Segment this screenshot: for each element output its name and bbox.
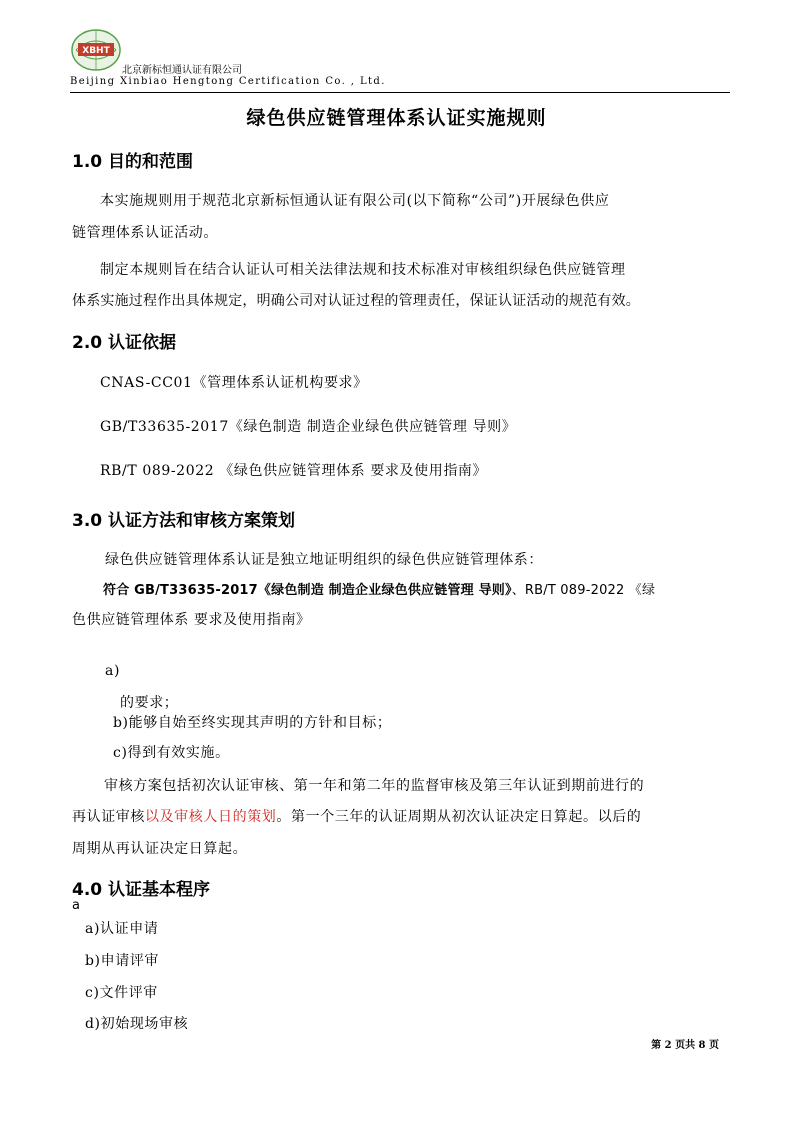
s3-standard-bold: 符合 GB/T33635-2017《绿色制造 制造企业绿色供应链管理 导则》 <box>103 583 512 598</box>
s1-paragraph-1-line-1: 本实施规则用于规范北京新标恒通认证有限公司(以下简称“公司”)开展绿色供应 <box>100 193 610 209</box>
logo-text: XBHT <box>82 46 110 56</box>
procedure-item: c)文件评审 <box>85 985 158 1001</box>
page-number: 第 2 页共 8 页 <box>651 1040 719 1051</box>
s3-paragraph-3-line-2 <box>72 806 641 826</box>
section-1-heading: 1.0 目的和范围 <box>72 152 194 172</box>
s3-paragraph-3-line-1: 审核方案包括初次认证审核、第一年和第二年的监督审核及第三年认证到期前进行的 <box>104 778 645 794</box>
company-logo <box>70 28 128 74</box>
company-name-cn: 北京新标恒通认证有限公司 <box>122 65 242 76</box>
company-name-en: Beijing Xinbiao Hengtong Certification Co. , Ltd. <box>70 76 386 87</box>
s3-item-b: b)能够自始至终实现其声明的方针和目标； <box>113 715 392 731</box>
s3-p3-text-a: 再认证审核 <box>72 809 145 825</box>
procedure-item: b)申请评审 <box>85 953 160 969</box>
s3-p3-red-text: 以及审核人日的策划 <box>145 809 277 825</box>
s3-standard-rest: 、RB/T 089-2022 《绿 <box>511 583 656 598</box>
s3-item-a-text: 的要求； <box>120 695 179 711</box>
header-divider <box>70 92 730 93</box>
s3-p3-text-b: 。第一个三年的认证周期从初次认证决定日算起。以后的 <box>276 809 642 825</box>
stray-letter: a <box>72 898 81 913</box>
reference-cnas: CNAS-CC01《管理体系认证机构要求》 <box>100 375 368 391</box>
document-title: 绿色供应链管理体系认证实施规则 <box>246 107 547 129</box>
s3-paragraph-2-line-1 <box>103 579 655 598</box>
s1-paragraph-2-line-2: 体系实施过程作出具体规定，明确公司对认证过程的管理责任，保证认证活动的规范有效。 <box>72 293 640 309</box>
s3-item-c: c)得到有效实施。 <box>113 745 230 761</box>
page-header <box>70 28 730 94</box>
s3-paragraph-3-line-3: 周期从再认证决定日算起。 <box>72 841 248 857</box>
section-4-heading: 4.0 认证基本程序 <box>72 880 211 900</box>
s3-item-a-label: a) <box>105 663 121 679</box>
procedure-item: d)初始现场审核 <box>85 1016 189 1032</box>
reference-rbt: RB/T 089-2022 《绿色供应链管理体系 要求及使用指南》 <box>100 463 488 479</box>
section-2-heading: 2.0 认证依据 <box>72 333 177 353</box>
section-3-heading: 3.0 认证方法和审核方案策划 <box>72 511 296 531</box>
s1-paragraph-1-line-2: 链管理体系认证活动。 <box>72 225 218 241</box>
s3-paragraph-1: 绿色供应链管理体系认证是独立地证明组织的绿色供应链管理体系： <box>105 552 543 568</box>
s1-paragraph-2-line-1: 制定本规则旨在结合认证认可相关法律法规和技术标准对审核组织绿色供应链管理 <box>100 262 626 278</box>
procedure-item: a)认证申请 <box>85 921 159 937</box>
s3-paragraph-2-line-2: 色供应链管理体系 要求及使用指南》 <box>72 612 311 628</box>
reference-gbt: GB/T33635-2017《绿色制造 制造企业绿色供应链管理 导则》 <box>100 419 517 435</box>
